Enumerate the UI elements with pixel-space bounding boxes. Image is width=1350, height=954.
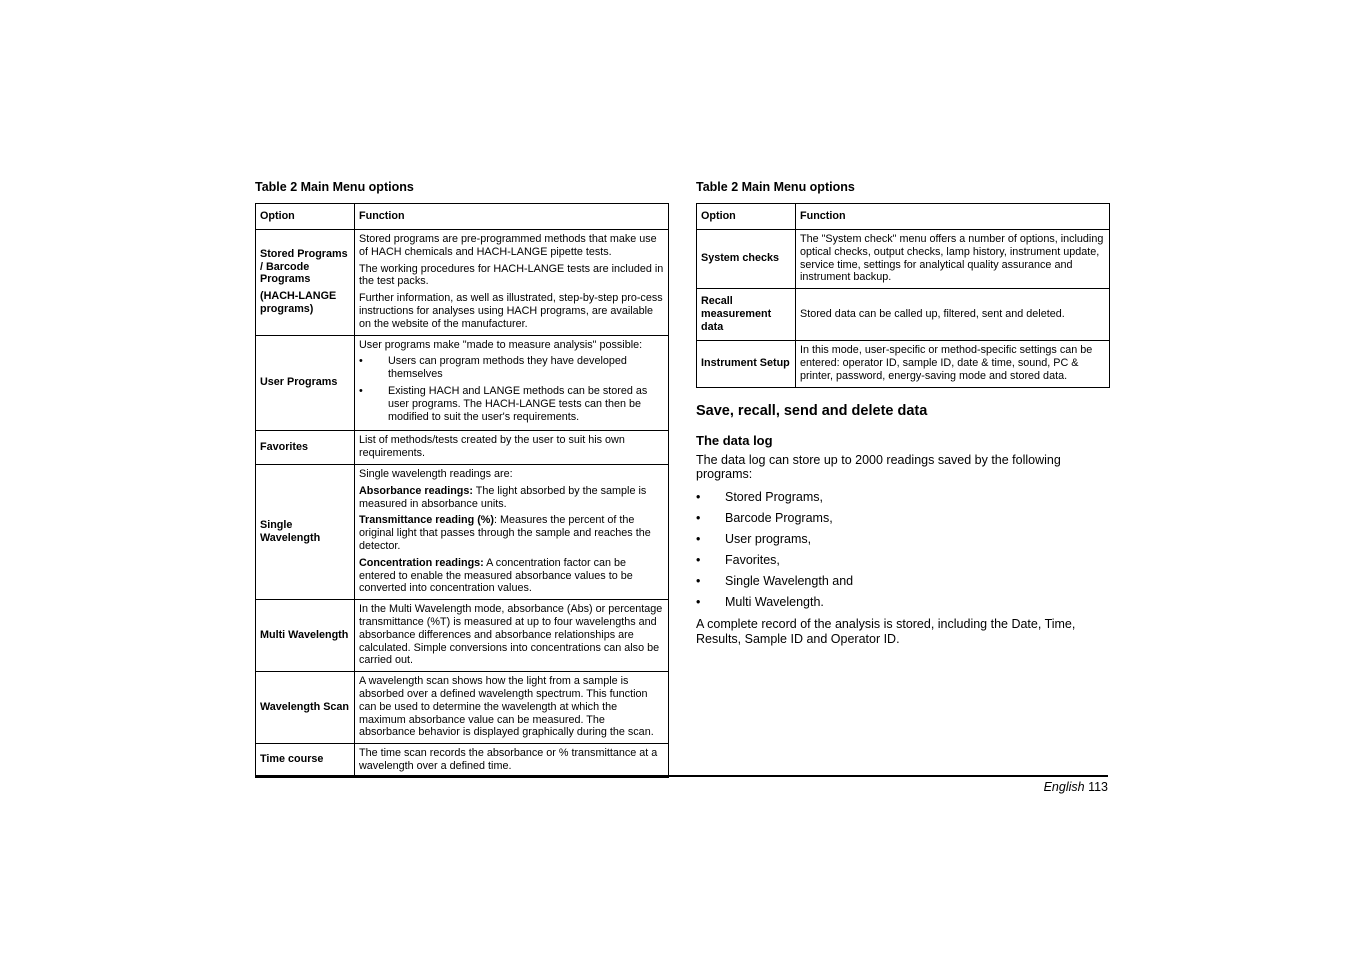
table-row — [256, 672, 669, 744]
option-label-sub: (HACH-LANGE programs) — [260, 290, 337, 315]
list-item: • Barcode Programs, — [696, 511, 1110, 526]
table-row — [697, 230, 1110, 289]
function-bullets — [359, 355, 664, 423]
table-row — [256, 431, 669, 465]
function-text: Further information, as well as illustrated, step-by-step pro-cess instructions for analyses using HACH programs, are available on the website of the manufacturer. — [359, 292, 663, 330]
function-cell — [355, 744, 669, 778]
option-cell — [256, 230, 355, 336]
function-paragraph — [359, 557, 664, 595]
term-label: Absorbance readings: — [359, 484, 473, 497]
option-cell: Multi Wavelength — [256, 600, 355, 672]
function-paragraph — [359, 514, 664, 552]
function-text: In this mode, user-specific or method-specific settings can be entered: operator ID, sample ID, date & time, sound, PC & printer, password, energy-saving mode and stored data. — [800, 344, 1093, 382]
option-cell: Recall measurement data — [697, 289, 796, 341]
option-cell: System checks — [697, 230, 796, 289]
program-list — [696, 490, 1110, 610]
header-option: Option — [697, 204, 796, 230]
list-item: • Multi Wavelength. — [696, 595, 1110, 610]
term-text: The light absorbed by the sample is measured in absorbance units. — [359, 484, 647, 510]
function-cell — [796, 289, 1110, 341]
list-item: • Favorites, — [696, 553, 1110, 568]
table-row — [697, 341, 1110, 387]
outro-paragraph: A complete record of the analysis is stored, including the Date, Time, Results, Sample ID and Operator ID. — [696, 617, 1076, 646]
table-header-row — [697, 204, 1110, 230]
option-cell: User Programs — [256, 335, 355, 431]
function-cell — [355, 230, 669, 336]
table-caption: Table 2 Main Menu options — [255, 180, 414, 194]
option-cell: Single Wavelength — [256, 464, 355, 599]
footer-divider — [255, 775, 1108, 777]
section-title: Save, recall, send and delete data — [696, 402, 928, 419]
table-row — [256, 464, 669, 599]
function-text: A wavelength scan shows how the light from a sample is absorbed over a defined wavelength spectrum. This function can be used to determine the wavelength at which the maximum absorbance value can be measured. The absorbance behavior is displayed graphically during the scan. — [359, 675, 654, 739]
table-row — [256, 335, 669, 431]
option-cell: Instrument Setup — [697, 341, 796, 387]
function-text: In the Multi Wavelength mode, absorbance (Abs) or percentage transmittance (%T) is measured at up to four wavelengths and absorbance differences and absorbance relationships are calculated. Simple conversions into concentrations can also be carried out. — [359, 603, 663, 667]
term-text: : Measures the percent of the original light that passes through the sample and reaches the detector. — [359, 514, 651, 552]
table-row — [256, 230, 669, 336]
function-text: List of methods/tests created by the user to suit his own requirements. — [359, 434, 625, 460]
term-label: Concentration readings: — [359, 556, 484, 569]
subsection-title: The data log — [696, 432, 773, 448]
table-row — [256, 744, 669, 778]
function-cell — [355, 335, 669, 431]
function-text: User programs make "made to measure analysis" possible: — [359, 338, 643, 351]
intro-paragraph: The data log can store up to 2000 readings saved by the following programs: — [696, 452, 1061, 482]
right-column — [696, 180, 1110, 654]
main-menu-table-right — [696, 203, 1110, 388]
term-label: Transmittance reading (%) — [359, 514, 494, 527]
term-text: A concentration factor can be entered to enable the measured absorbance values to be converted into concentration values. — [359, 556, 633, 595]
list-item: • Existing HACH and LANGE methods can be stored as user programs. The HACH-LANGE tests can then be modified to suit the user's requirements. — [359, 385, 664, 423]
function-text: The working procedures for HACH-LANGE tests are included in the test packs. — [359, 262, 664, 288]
table-row — [256, 600, 669, 672]
function-cell — [355, 464, 669, 599]
list-item: • Single Wavelength and — [696, 574, 1110, 589]
option-cell: Time course — [256, 744, 355, 778]
main-menu-table-left — [255, 203, 669, 778]
function-cell — [796, 341, 1110, 387]
option-label: Stored Programs / Barcode Programs — [260, 247, 348, 286]
header-function: Function — [796, 204, 1110, 230]
function-text: Stored programs are pre-programmed methods that make use of HACH chemicals and HACH-LANGE pipette tests. — [359, 233, 657, 258]
table-header-row — [256, 204, 669, 230]
option-cell: Wavelength Scan — [256, 672, 355, 744]
list-item: • User programs, — [696, 532, 1110, 547]
function-cell — [355, 431, 669, 465]
function-cell — [355, 600, 669, 672]
page-number: 113 — [1088, 780, 1108, 794]
header-option: Option — [256, 204, 355, 230]
function-cell — [355, 672, 669, 744]
function-text: Single wavelength readings are: — [359, 467, 513, 480]
function-text: Stored data can be called up, filtered, sent and deleted. — [800, 307, 1065, 320]
footer-language: English — [1043, 780, 1085, 794]
function-paragraph — [359, 485, 664, 511]
table-row — [697, 289, 1110, 341]
function-text: The time scan records the absorbance or % transmittance at a wavelength over a defined time. — [359, 747, 658, 772]
table-caption: Table 2 Main Menu options — [696, 180, 855, 194]
option-cell: Favorites — [256, 431, 355, 465]
list-item: • Users can program methods they have developed themselves — [359, 355, 664, 381]
page-footer — [1044, 780, 1108, 794]
function-text: The "System check" menu offers a number of options, including optical checks, output checks, lamp history, instrument update, service time, settings for analytical quality assurance and instrument backup. — [800, 233, 1104, 284]
left-column — [255, 180, 669, 778]
header-function: Function — [355, 204, 669, 230]
function-cell — [796, 230, 1110, 289]
list-item: • Stored Programs, — [696, 490, 1110, 505]
